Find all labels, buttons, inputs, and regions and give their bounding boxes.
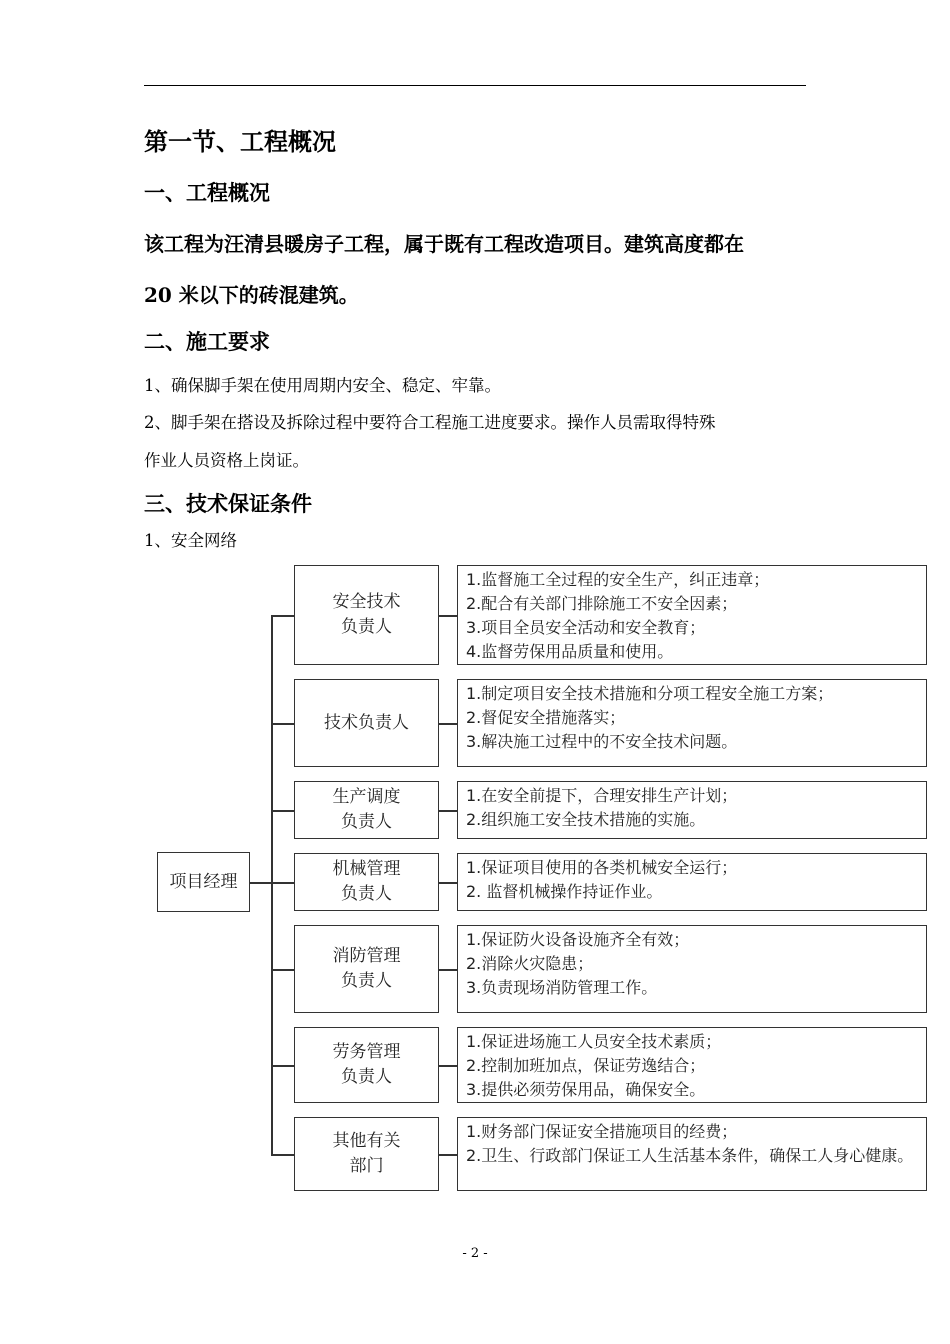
duty-item: 1.监督施工全过程的安全生产，纠正违章； [466, 570, 770, 589]
duty-box-4 [457, 853, 927, 911]
role-box-7 [294, 1117, 439, 1191]
role-title [333, 785, 401, 835]
duty-item: 2.督促安全措施落实； [466, 708, 626, 727]
connector-duty-6 [439, 1065, 457, 1067]
role-title [333, 1040, 401, 1090]
role-box-6 [294, 1027, 439, 1103]
requirement-item-1: 1、确保脚手架在使用周期内安全、稳定、牢靠。 [144, 376, 501, 395]
duty-item: 1.在安全前提下，合理安排生产计划； [466, 786, 738, 805]
duty-item: 4.监督劳保用品质量和使用。 [466, 642, 674, 661]
role-title [333, 590, 401, 640]
role-title-line: 安全技术 [332, 592, 401, 612]
connector-role-4 [271, 882, 294, 884]
role-box-3 [294, 781, 439, 839]
duty-item: 1.保证防火设备设施齐全有效； [466, 930, 690, 949]
duty-box-6 [457, 1027, 927, 1103]
connector-duty-3 [439, 810, 457, 812]
connector-role-6 [271, 1065, 294, 1067]
role-box-1 [294, 565, 439, 665]
connector-root [250, 882, 271, 884]
duty-box-2 [457, 679, 927, 767]
root-box-project-manager: 项目经理 [157, 852, 250, 912]
duty-item: 1.财务部门保证安全措施项目的经费； [466, 1122, 738, 1141]
role-title [333, 1129, 401, 1179]
page-number: - 2 - [462, 1246, 488, 1261]
duty-box-3 [457, 781, 927, 839]
role-title-line: 劳务管理 [332, 1042, 401, 1062]
role-title-line: 生产调度 [332, 787, 401, 807]
role-box-5 [294, 925, 439, 1013]
connector-duty-5 [439, 969, 457, 971]
role-title-line: 负责人 [341, 617, 392, 637]
role-title-line: 机械管理 [332, 859, 401, 879]
requirement-item-2-line1: 2、脚手架在搭设及拆除过程中要符合工程施工进度要求。操作人员需取得特殊 [144, 413, 716, 432]
connector-duty-1 [439, 615, 457, 617]
role-title [333, 944, 401, 994]
role-title-line: 其他有关 [332, 1131, 401, 1151]
duty-box-5 [457, 925, 927, 1013]
role-title-line: 技术负责人 [324, 712, 409, 733]
overview-text-line1: 该工程为汪清县暖房子工程，属于既有工程改造项目。建筑高度都在 [144, 232, 744, 256]
duty-item: 2.配合有关部门排除施工不安全因素； [466, 594, 738, 613]
connector-duty-4 [439, 882, 457, 884]
connector-duty-2 [439, 723, 457, 725]
requirements-heading: 二、施工要求 [144, 329, 270, 354]
duty-item: 3.提供必须劳保用品，确保安全。 [466, 1080, 706, 1099]
overview-heading: 一、工程概况 [144, 180, 270, 205]
role-title-line: 部门 [349, 1156, 384, 1176]
connector-duty-7 [439, 1154, 457, 1156]
role-title-line: 负责人 [341, 1067, 392, 1087]
section-title: 第一节、工程概况 [144, 127, 336, 156]
connector-role-1 [271, 615, 294, 617]
guarantee-heading: 三、技术保证条件 [144, 491, 312, 516]
duty-box-7 [457, 1117, 927, 1191]
duty-item: 1.制定项目安全技术措施和分项工程安全施工方案； [466, 684, 834, 703]
role-title [324, 711, 409, 736]
duty-item: 2.卫生、行政部门保证工人生活基本条件，确保工人身心健康。 [466, 1146, 914, 1165]
overview-text-line2: 20 米以下的砖混建筑。 [144, 283, 359, 307]
duty-item: 3.项目全员安全活动和安全教育； [466, 618, 706, 637]
role-box-2 [294, 679, 439, 767]
connector-spine [271, 615, 273, 1154]
connector-role-2 [271, 723, 294, 725]
duty-item: 2.消除火灾隐患； [466, 954, 594, 973]
role-title-line: 消防管理 [332, 946, 401, 966]
role-title-line: 负责人 [341, 884, 392, 904]
connector-role-3 [271, 810, 294, 812]
role-title-line: 负责人 [341, 971, 392, 991]
role-title-line: 负责人 [341, 812, 392, 832]
role-box-4 [294, 853, 439, 911]
role-title [333, 857, 401, 907]
duty-item: 1.保证项目使用的各类机械安全运行； [466, 858, 738, 877]
connector-role-7 [271, 1154, 294, 1156]
guarantee-sub-heading: 1、安全网络 [144, 531, 237, 550]
duty-item: 3.负责现场消防管理工作。 [466, 978, 658, 997]
duty-item: 1.保证进场施工人员安全技术素质； [466, 1032, 722, 1051]
connector-role-5 [271, 969, 294, 971]
duty-item: 3.解决施工过程中的不安全技术问题。 [466, 732, 738, 751]
duty-box-1 [457, 565, 927, 665]
duty-item: 2.组织施工安全技术措施的实施。 [466, 810, 706, 829]
duty-item: 2.控制加班加点，保证劳逸结合； [466, 1056, 706, 1075]
requirement-item-2-line2: 作业人员资格上岗证。 [144, 451, 309, 470]
duty-item: 2. 监督机械操作持证作业。 [466, 882, 663, 901]
